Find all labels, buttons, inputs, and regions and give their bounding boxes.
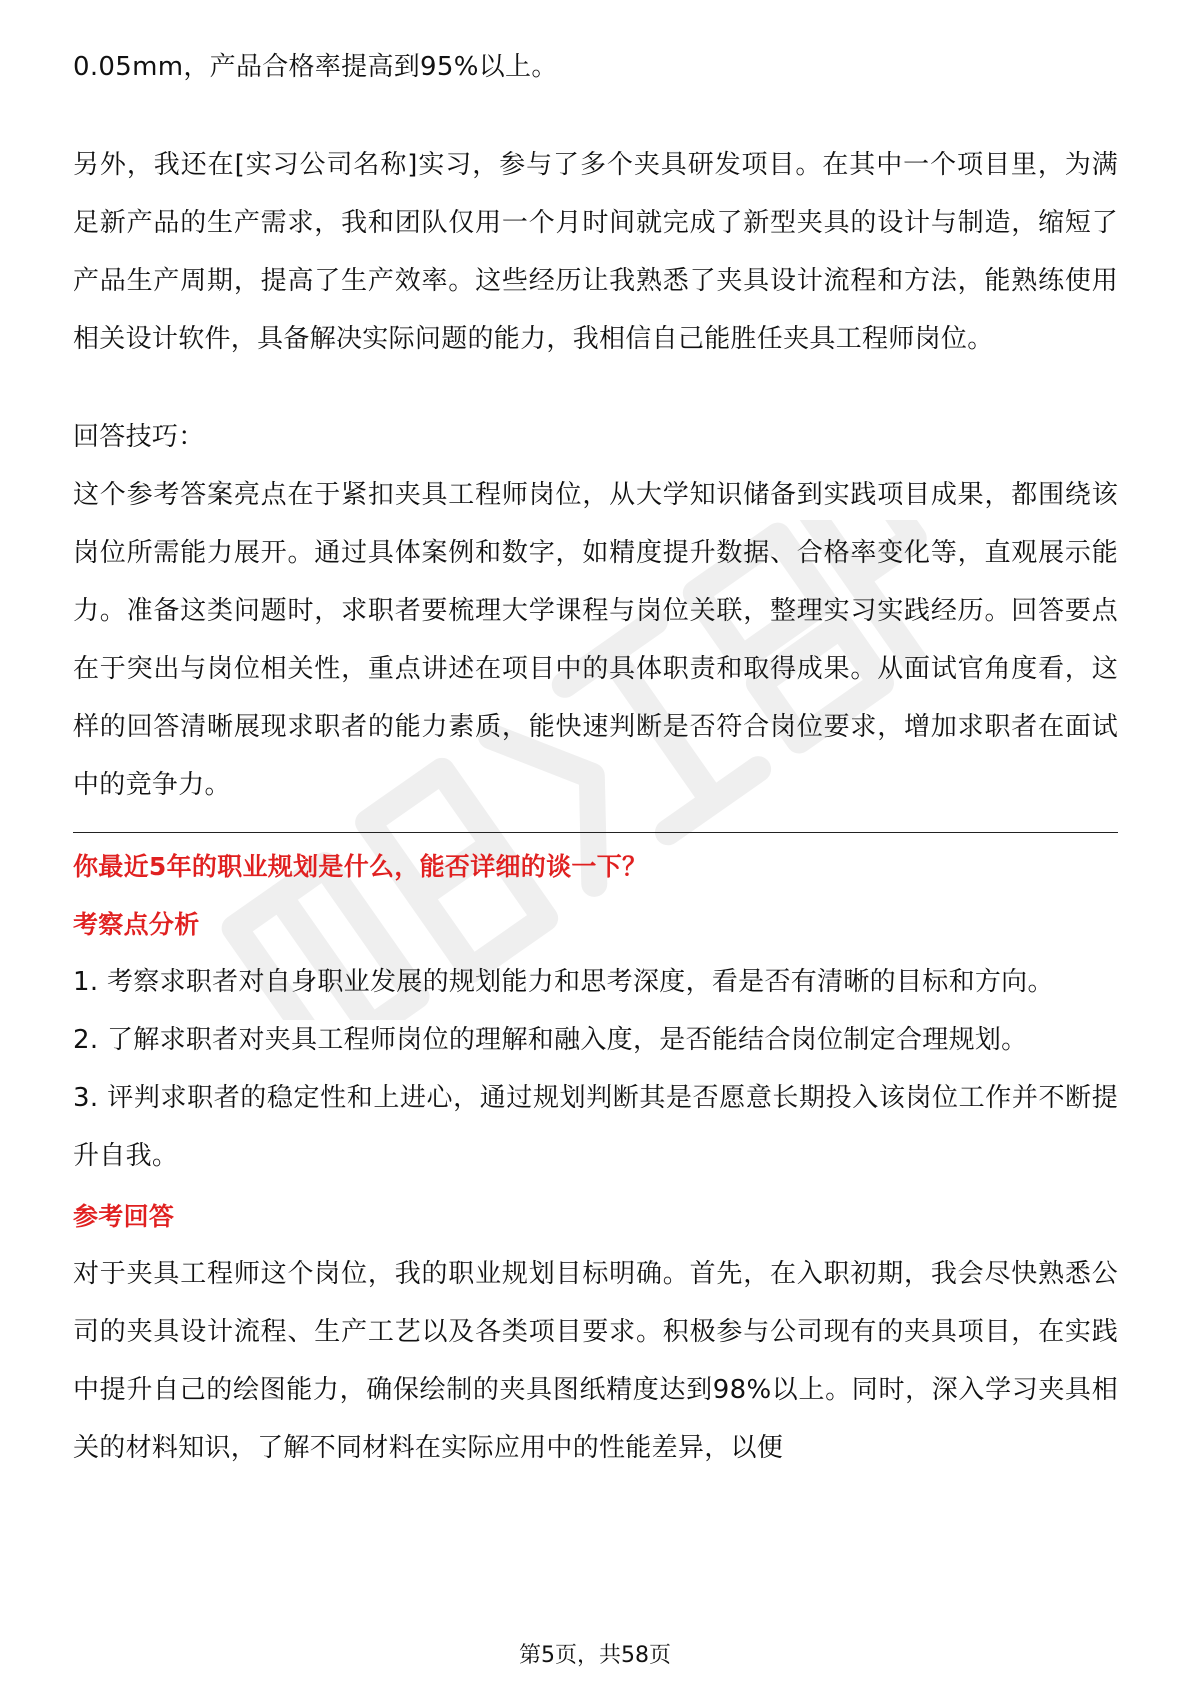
analysis-heading: 考察点分析: [73, 910, 200, 939]
continued-paragraph: 0.05mm，产品合格率提高到95%以上。: [73, 52, 558, 82]
reference-paragraph: 对于夹具工程师这个岗位，我的职业规划目标明确。首先，在入职初期，我会尽快熟悉公司的夹具设计流程、生产工艺以及各类项目要求。积极参与公司现有的夹具项目，在实践中提升自己的绘图能力，确保绘制的夹具图纸精度达到98%以上。同时，深入学习夹具相关的材料知识，了解不同材料在实际应用中的性能差异，以便: [73, 1259, 1118, 1463]
analysis-item: 1. 考察求职者对自身职业发展的规划能力和思考深度，看是否有清晰的目标和方向。: [73, 967, 1054, 997]
internship-paragraph: 另外，我还在[实习公司名称]实习，参与了多个夹具研发项目。在其中一个项目里，为满足新产品的生产需求，我和团队仅用一个月时间就完成了新型夹具的设计与制造，缩短了产品生产周期，提高了生产效率。这些经历让我熟悉了夹具设计流程和方法，能熟练使用相关设计软件，具备解决实际问题的能力，我相信自己能胜任夹具工程师岗位。: [73, 150, 1118, 354]
spacer: [73, 368, 1118, 408]
analysis-item: 3. 评判求职者的稳定性和上进心，通过规划判断其是否愿意长期投入该岗位工作并不断提升自我。: [73, 1083, 1118, 1171]
question-title: 你最近5年的职业规划是什么，能否详细的谈一下？: [73, 852, 648, 881]
spacer: [73, 96, 1118, 136]
analysis-item: 2. 了解求职者对夹具工程师岗位的理解和融入度，是否能结合岗位制定合理规划。: [73, 1025, 1028, 1055]
section-divider: [73, 832, 1118, 833]
tips-label: 回答技巧：: [73, 422, 205, 452]
reference-heading: 参考回答: [73, 1202, 175, 1231]
tips-paragraph: 这个参考答案亮点在于紧扣夹具工程师岗位，从大学知识储备到实践项目成果，都围绕该岗位所需能力展开。通过具体案例和数字，如精度提升数据、合格率变化等，直观展示能力。准备这类问题时，求职者要梳理大学课程与岗位关联，整理实习实践经历。回答要点在于突出与岗位相关性，重点讲述在项目中的具体职责和取得成果。从面试官角度看，这样的回答清晰展现求职者的能力素质，能快速判断是否符合岗位要求，增加求职者在面试中的竞争力。: [73, 480, 1118, 800]
document-body: [73, 38, 1118, 1477]
page-number: 第5页，共58页: [519, 1643, 671, 1668]
